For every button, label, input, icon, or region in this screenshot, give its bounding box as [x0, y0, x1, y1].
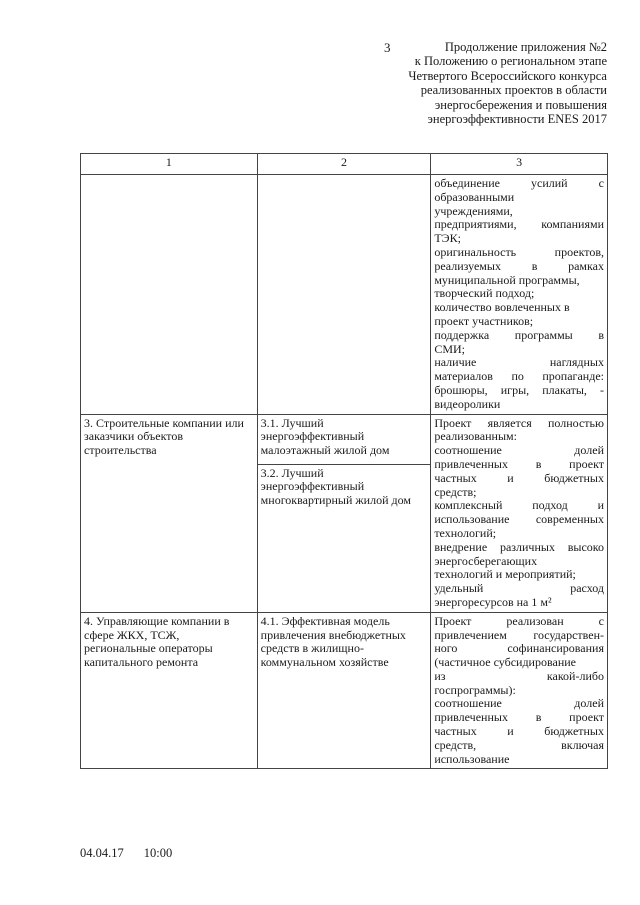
header-line: Четвертого Всероссийского конкурса	[408, 68, 607, 83]
criteria-line: частных и бюджетных	[434, 724, 604, 739]
criteria-line: проект участников;	[434, 313, 534, 328]
criteria-line: образованными	[434, 189, 515, 204]
category-cell: 4. Управляющие компании в сфере ЖКХ, ТСЖ, региональные операторы капитального ремонта	[81, 612, 258, 769]
criteria-line: привлеченных в проект	[434, 710, 604, 725]
criteria-line: ного софинансирования	[434, 641, 604, 656]
criteria-line: госпрограммы):	[434, 682, 516, 697]
document-header	[357, 40, 607, 126]
criteria-line: объединение усилий с	[434, 176, 604, 190]
criteria-table	[80, 153, 608, 769]
column-header: 3	[431, 154, 608, 175]
table-cell-criteria	[431, 175, 608, 415]
page-number: 3	[384, 40, 391, 55]
footer-time: 10:00	[143, 846, 173, 860]
criteria-line: Проект реализован с	[434, 613, 604, 628]
footer-stamp	[80, 846, 192, 861]
criteria-line: оригинальность проектов,	[434, 244, 604, 259]
criteria-line: реализованным:	[434, 429, 517, 444]
header-line: энергоэффективности ENES 2017	[427, 112, 607, 127]
table-cell-empty	[81, 175, 258, 415]
table-row	[81, 414, 608, 612]
criteria-line: соотношение долей	[434, 443, 604, 458]
column-header: 1	[81, 154, 258, 175]
table-header-row	[81, 154, 608, 175]
header-line: Продолжение приложения №2	[444, 40, 607, 54]
header-line: к Положению о региональном этапе	[414, 54, 607, 69]
criteria-line: видеоролики	[434, 396, 501, 411]
nomination-cell: 4.1. Эффективная модель привлечения внебюджетных средств в жилищно-коммунальном хозяйстве	[257, 612, 431, 769]
criteria-line: средств, включая	[434, 737, 604, 752]
criteria-line: привлеченных в проект	[434, 456, 604, 471]
criteria-line: использование современных	[434, 512, 604, 527]
criteria-line: удельный расход	[434, 581, 604, 596]
criteria-line: из какой-либо	[434, 668, 604, 683]
criteria-line: поддержка программы в	[434, 327, 604, 342]
table-cell-criteria	[431, 612, 608, 769]
footer-date: 04.04.17	[80, 846, 124, 860]
criteria-line: реализуемых в рамках	[434, 258, 604, 273]
table-row	[81, 612, 608, 769]
nomination-item: 3.1. Лучший энергоэффективный малоэтажный жилой дом	[260, 415, 390, 458]
criteria-line: предприятиями, компаниями	[434, 217, 604, 232]
criteria-line: соотношение долей	[434, 696, 604, 711]
criteria-line: материалов по пропаганде:	[434, 369, 604, 384]
criteria-line: внедрение различных высоко	[434, 539, 604, 554]
criteria-line: количество вовлеченных в	[434, 300, 570, 315]
table-cell-empty	[257, 175, 431, 415]
criteria-line: технологий;	[434, 525, 497, 540]
criteria-line: энергосберегающих	[434, 553, 538, 568]
criteria-line: муниципальной программы,	[434, 272, 580, 287]
criteria-line: наличие наглядных	[434, 355, 604, 370]
criteria-line: комплексный подход и	[434, 498, 604, 513]
criteria-line: брошюры, игры, плакаты, -	[434, 382, 604, 397]
criteria-line: технологий и мероприятий;	[434, 567, 576, 582]
criteria-line: привлечением государствен-	[434, 627, 604, 642]
criteria-line: творческий подход;	[434, 286, 535, 301]
nomination-item: 3.2. Лучший энергоэффективный многоквартирный жилой дом	[258, 464, 431, 510]
criteria-line: средств;	[434, 484, 477, 499]
criteria-line: энергоресурсов на 1 м²	[434, 594, 552, 609]
header-line: энергосбережения и повышения	[434, 97, 607, 112]
table-row	[81, 175, 608, 415]
criteria-line: учреждениями,	[434, 203, 513, 218]
criteria-line: СМИ;	[434, 341, 465, 356]
nomination-cell	[257, 414, 431, 612]
criteria-line: частных и бюджетных	[434, 470, 604, 485]
criteria-line: ТЭК;	[434, 231, 461, 246]
table-cell-criteria	[431, 414, 608, 612]
header-line: реализованных проектов в области	[420, 83, 607, 98]
criteria-line: использование	[434, 751, 510, 766]
criteria-line: (частичное субсидирование	[434, 655, 576, 670]
category-cell: 3. Строительные компании или заказчики объектов строительства	[81, 414, 258, 612]
column-header: 2	[257, 154, 431, 175]
criteria-line: Проект является полностью	[434, 415, 604, 430]
